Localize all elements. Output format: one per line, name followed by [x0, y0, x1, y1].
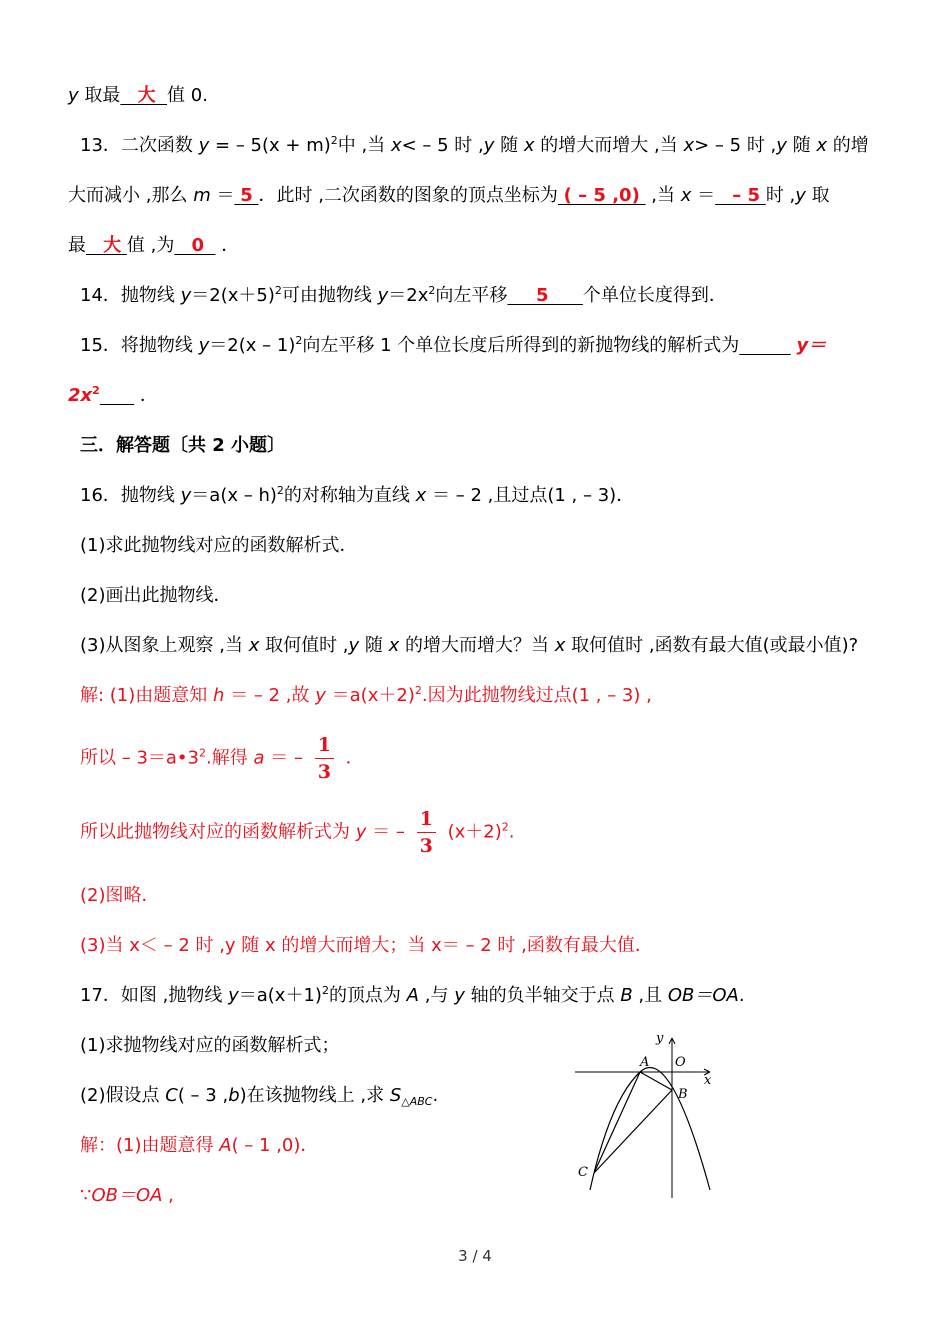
text: )在该抛物线上 ,求: [239, 1085, 385, 1106]
var-x: x: [554, 635, 566, 656]
text: ,且: [632, 985, 663, 1006]
label-x: x: [704, 1073, 712, 1088]
text: 随: [792, 135, 811, 156]
var-y: y: [198, 135, 210, 156]
text: 的对称轴为直线: [283, 485, 410, 506]
text: ＝ –: [270, 747, 303, 769]
q16-number: 16．抛物线: [80, 485, 175, 506]
text: 取何值时 ,: [265, 635, 349, 656]
text: 随: [364, 635, 383, 656]
text: ,当: [645, 185, 675, 206]
text: ＝: [697, 185, 716, 206]
text: 向左平移: [435, 285, 508, 306]
subscript-triangle-abc: △ABC: [401, 1095, 433, 1108]
q16-solution-line1: [80, 684, 652, 708]
q14-expression1: ＝2(x＋5): [191, 285, 275, 306]
label-y: y: [656, 1031, 664, 1046]
text: 的顶点为: [328, 985, 401, 1006]
var-x: x: [390, 135, 402, 156]
q15-number: 15．将抛物线: [80, 335, 193, 356]
answer-max: 大: [137, 85, 156, 106]
exponent: 2: [321, 984, 329, 997]
q17-expression: ＝a(x＋1): [238, 985, 322, 1006]
text: 可由抛物线: [281, 285, 372, 306]
fraction-numerator: 1: [417, 808, 436, 833]
text: .: [508, 821, 515, 843]
exponent: 2: [330, 134, 338, 147]
answer-blank: [558, 185, 646, 206]
q16-part3: [80, 634, 858, 658]
q17-number: 17．如图 ,抛物线: [80, 985, 223, 1006]
exponent: 2: [199, 746, 206, 760]
q15-line1: [80, 334, 826, 358]
because-symbol: ∵: [80, 1185, 92, 1206]
text: < – 5 时 ,: [401, 135, 484, 156]
text: 的增大而增大 ,当: [540, 135, 678, 156]
var-A: A: [406, 985, 419, 1006]
text: ．: [139, 385, 158, 406]
text: 解：(1)由题意得: [80, 1135, 214, 1156]
text: 值 0.: [167, 85, 208, 106]
var-A: A: [219, 1135, 232, 1156]
answer-part1: y＝: [796, 335, 827, 356]
var-x: x: [415, 485, 427, 506]
text: 取何值时 ,函数有最大值(或最小值)?: [571, 635, 859, 656]
q15-line2: [68, 384, 158, 408]
text: 最: [68, 235, 86, 256]
text: 解: (1)由题意知: [80, 685, 208, 706]
answer-blank: [86, 235, 127, 256]
text: ,: [162, 1185, 174, 1206]
answer-blank: [715, 185, 766, 206]
fraction-denominator: 3: [317, 761, 331, 783]
var-h: h: [213, 685, 225, 706]
q16-part2: (2)画出此抛物线．: [80, 585, 232, 606]
text: ＝a(x＋2): [331, 685, 415, 706]
answer-vertex: ( – 5 ,0): [563, 185, 640, 206]
text: 中 ,当: [337, 135, 386, 156]
var-x: x: [388, 635, 400, 656]
text: 所以 – 3＝a•3: [80, 747, 199, 769]
fraction-one-third: [315, 734, 334, 783]
answer-blank: [100, 385, 134, 406]
answer-value: 0: [191, 235, 205, 256]
text: 的增: [832, 135, 869, 156]
label-o: O: [675, 1055, 686, 1070]
answer-blank: [174, 235, 215, 256]
label-b: B: [678, 1087, 688, 1102]
label-a: A: [640, 1055, 650, 1070]
segment-ab: [640, 1072, 672, 1090]
var-B: B: [620, 985, 633, 1006]
var-y: y: [377, 285, 389, 306]
q14-number: 14．抛物线: [80, 285, 175, 306]
var-x: x: [523, 135, 535, 156]
parabola-figure: [570, 1030, 720, 1200]
parabola-curve: [590, 1067, 710, 1190]
fraction-numerator: 1: [315, 734, 334, 759]
var-y: y: [795, 185, 806, 206]
answer-blank: [507, 285, 582, 306]
q15-expression: ＝2(x – 1): [209, 335, 296, 356]
q16-solution-line3: [80, 808, 514, 857]
text: .因为此抛物线过点(1 , – 3) ,: [421, 685, 652, 706]
answer-max: 大: [103, 235, 122, 256]
q17-solution-line1: [80, 1134, 318, 1158]
var-x: x: [683, 135, 695, 156]
exponent: 2: [295, 334, 303, 347]
answer-blank: [739, 335, 791, 356]
text: ( – 3 ,: [177, 1085, 229, 1106]
text: .: [738, 985, 745, 1006]
text: 大而减小 ,那么: [68, 185, 188, 206]
q17-line: [80, 984, 745, 1008]
text: ．此时 ,二次函数的图象的顶点坐标为: [258, 185, 558, 206]
q13-line3: [68, 234, 239, 258]
var-y: y: [68, 85, 79, 106]
text: .: [432, 1085, 439, 1106]
var-b: b: [228, 1085, 240, 1106]
exponent: 2: [274, 284, 282, 297]
text: ．: [221, 235, 240, 256]
var-y: y: [483, 135, 495, 156]
q13-expression: = – 5(x + m): [215, 135, 331, 156]
q17-part2: [80, 1084, 438, 1108]
var-S: S: [389, 1085, 402, 1106]
text: 取: [811, 185, 830, 206]
equation-ob-oa: OB＝OA: [91, 1185, 163, 1206]
var-x: x: [816, 135, 828, 156]
q16-part1: (1)求此抛物线对应的函数解析式．: [80, 535, 358, 556]
text: ( – 1 ,0)．: [231, 1135, 319, 1156]
text: 随: [500, 135, 519, 156]
q16-solution-line5: (3)当 x＜ – 2 时 ,y 随 x 的增大而增大；当 x＝ – 2 时 ,函数有最大值．: [80, 935, 653, 956]
q16-expression: ＝a(x – h): [191, 485, 277, 506]
answer-shift: 5: [536, 285, 549, 306]
text: (x＋2): [447, 821, 502, 843]
text: ＝ –: [372, 821, 405, 843]
text: 取最: [84, 85, 121, 106]
text: ＝: [216, 185, 235, 206]
text: ＝ – 2 ,故: [230, 685, 310, 706]
exponent: 2: [276, 484, 284, 497]
var-x: x: [680, 185, 692, 206]
text: 值 ,为: [126, 235, 175, 256]
text: ．: [345, 747, 364, 769]
var-y: y: [776, 135, 787, 156]
text: 所以此抛物线对应的函数解析式为: [80, 821, 350, 843]
var-y: y: [454, 985, 465, 1006]
text: 向左平移 1 个单位长度后所得到的新抛物线的解析式为: [302, 335, 740, 356]
text: 时 ,: [765, 185, 796, 206]
exponent: 2: [92, 384, 100, 397]
q16-line: [80, 484, 634, 508]
q13-number: 13．二次函数: [80, 135, 193, 156]
text: ＝ – 2 ,且过点(1 , – 3)．: [432, 485, 635, 506]
exponent: 2: [428, 284, 436, 297]
segment-ac: [594, 1072, 640, 1173]
text: 的增大而增大？当: [405, 635, 550, 656]
var-y: y: [355, 821, 367, 843]
text: ,与: [419, 985, 449, 1006]
q14-line: [80, 284, 727, 308]
q17-part1: (1)求抛物线对应的函数解析式；: [80, 1035, 340, 1056]
var-y: y: [180, 485, 192, 506]
var-C: C: [165, 1085, 178, 1106]
exponent: 2: [501, 820, 509, 834]
fraction-one-third: [417, 808, 436, 857]
text: (3)从图象上观察 ,当: [80, 635, 243, 656]
answer-x: – 5: [732, 185, 761, 206]
answer-m: 5: [240, 185, 253, 206]
text: (2)假设点: [80, 1085, 160, 1106]
var-y: y: [180, 285, 192, 306]
var-a: a: [253, 747, 265, 769]
equation-ob-oa: OB＝OA: [667, 985, 739, 1006]
answer-blank: [234, 185, 258, 206]
text: 轴的负半轴交于点: [470, 985, 615, 1006]
text: .解得: [206, 747, 248, 769]
section-heading: 三．解答题〔共 2 小题〕: [80, 435, 286, 456]
q13-line2: [68, 184, 830, 208]
var-x: x: [248, 635, 260, 656]
continuation-line: [68, 84, 208, 108]
var-m: m: [193, 185, 211, 206]
q17-solution-line2: [80, 1184, 174, 1208]
exponent: 2: [414, 684, 422, 697]
label-c: C: [578, 1165, 588, 1180]
var-y: y: [198, 335, 210, 356]
q16-solution-line4: (2)图略．: [80, 885, 160, 906]
text: 个单位长度得到．: [582, 285, 727, 306]
var-y: y: [228, 985, 239, 1006]
page-number: 3 / 4: [458, 1247, 492, 1265]
text: > – 5 时 ,: [694, 135, 777, 156]
answer-blank: [120, 85, 167, 106]
var-y: y: [348, 635, 360, 656]
q13-line1: [80, 134, 869, 158]
q16-solution-line2: [80, 734, 364, 783]
fraction-denominator: 3: [419, 835, 433, 857]
answer-part2: 2x: [68, 385, 93, 406]
var-y: y: [315, 685, 326, 706]
q14-expression2: ＝2x: [388, 285, 429, 306]
